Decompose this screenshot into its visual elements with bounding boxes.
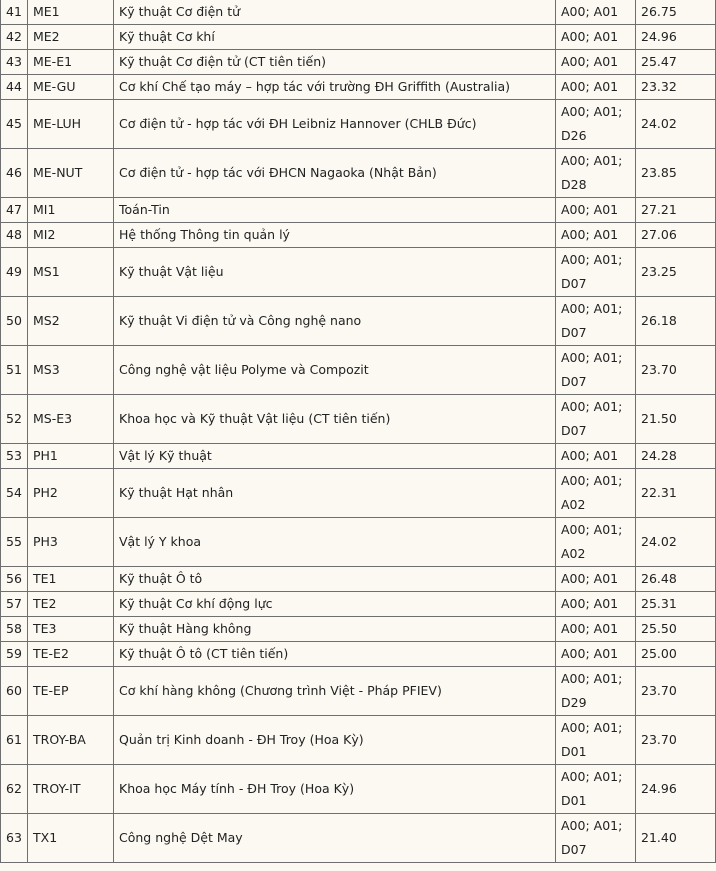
row-number-cell: 58 xyxy=(1,617,28,642)
major-code-cell: TE1 xyxy=(28,567,114,592)
subject-combination-cell: A00; A01; D28 xyxy=(556,149,636,198)
major-name-cell: Toán-Tin xyxy=(114,198,556,223)
cutoff-score-cell: 25.47 xyxy=(636,50,716,75)
table-row xyxy=(1,592,716,617)
cutoff-score-cell: 24.02 xyxy=(636,100,716,149)
row-number-cell: 42 xyxy=(1,25,28,50)
table-body xyxy=(1,0,716,863)
major-code-cell: TE-E2 xyxy=(28,642,114,667)
major-code-cell: TE2 xyxy=(28,592,114,617)
subject-combination-cell: A00; A01 xyxy=(556,642,636,667)
cutoff-score-cell: 23.25 xyxy=(636,248,716,297)
subject-combination-cell: A00; A01 xyxy=(556,75,636,100)
table-row xyxy=(1,444,716,469)
table-row xyxy=(1,297,716,346)
row-number-cell: 62 xyxy=(1,765,28,814)
row-number-cell: 63 xyxy=(1,814,28,863)
major-name-cell: Kỹ thuật Vật liệu xyxy=(114,248,556,297)
major-code-cell: ME1 xyxy=(28,0,114,25)
major-name-cell: Cơ điện tử - hợp tác với ĐH Leibniz Hannover (CHLB Đức) xyxy=(114,100,556,149)
table-row xyxy=(1,75,716,100)
row-number-cell: 51 xyxy=(1,346,28,395)
subject-combination-cell: A00; A01; D07 xyxy=(556,395,636,444)
table-row xyxy=(1,25,716,50)
cutoff-score-cell: 24.28 xyxy=(636,444,716,469)
table-row xyxy=(1,0,716,25)
major-name-cell: Kỹ thuật Cơ điện tử (CT tiên tiến) xyxy=(114,50,556,75)
table-row xyxy=(1,518,716,567)
cutoff-score-cell: 27.21 xyxy=(636,198,716,223)
cutoff-score-cell: 27.06 xyxy=(636,223,716,248)
cutoff-score-cell: 25.00 xyxy=(636,642,716,667)
major-name-cell: Quản trị Kinh doanh - ĐH Troy (Hoa Kỳ) xyxy=(114,716,556,765)
subject-combination-cell: A00; A01; D26 xyxy=(556,100,636,149)
subject-combination-cell: A00; A01; D07 xyxy=(556,814,636,863)
subject-combination-cell: A00; A01 xyxy=(556,50,636,75)
subject-combination-cell: A00; A01; A02 xyxy=(556,469,636,518)
major-name-cell: Kỹ thuật Cơ điện tử xyxy=(114,0,556,25)
major-code-cell: MS1 xyxy=(28,248,114,297)
subject-combination-cell: A00; A01; D07 xyxy=(556,297,636,346)
major-code-cell: PH3 xyxy=(28,518,114,567)
subject-combination-cell: A00; A01; D07 xyxy=(556,346,636,395)
row-number-cell: 55 xyxy=(1,518,28,567)
row-number-cell: 44 xyxy=(1,75,28,100)
major-name-cell: Công nghệ vật liệu Polyme và Compozit xyxy=(114,346,556,395)
major-name-cell: Kỹ thuật Cơ khí động lực xyxy=(114,592,556,617)
table-row xyxy=(1,223,716,248)
cutoff-score-cell: 26.18 xyxy=(636,297,716,346)
cutoff-score-cell: 26.48 xyxy=(636,567,716,592)
major-code-cell: ME-E1 xyxy=(28,50,114,75)
row-number-cell: 54 xyxy=(1,469,28,518)
row-number-cell: 46 xyxy=(1,149,28,198)
subject-combination-cell: A00; A01; D07 xyxy=(556,248,636,297)
table-row xyxy=(1,346,716,395)
table-row xyxy=(1,248,716,297)
subject-combination-cell: A00; A01; D29 xyxy=(556,667,636,716)
major-code-cell: PH1 xyxy=(28,444,114,469)
major-code-cell: PH2 xyxy=(28,469,114,518)
table-row xyxy=(1,198,716,223)
major-name-cell: Khoa học Máy tính - ĐH Troy (Hoa Kỳ) xyxy=(114,765,556,814)
cutoff-score-cell: 25.50 xyxy=(636,617,716,642)
table-row xyxy=(1,642,716,667)
cutoff-score-cell: 24.02 xyxy=(636,518,716,567)
subject-combination-cell: A00; A01 xyxy=(556,198,636,223)
table-row xyxy=(1,765,716,814)
table-row xyxy=(1,617,716,642)
subject-combination-cell: A00; A01 xyxy=(556,617,636,642)
cutoff-score-cell: 23.32 xyxy=(636,75,716,100)
major-code-cell: ME-GU xyxy=(28,75,114,100)
major-code-cell: MS3 xyxy=(28,346,114,395)
row-number-cell: 50 xyxy=(1,297,28,346)
row-number-cell: 59 xyxy=(1,642,28,667)
table-row xyxy=(1,395,716,444)
cutoff-score-cell: 21.40 xyxy=(636,814,716,863)
cutoff-score-cell: 24.96 xyxy=(636,25,716,50)
subject-combination-cell: A00; A01 xyxy=(556,567,636,592)
row-number-cell: 57 xyxy=(1,592,28,617)
row-number-cell: 43 xyxy=(1,50,28,75)
cutoff-score-cell: 25.31 xyxy=(636,592,716,617)
major-code-cell: TROY-IT xyxy=(28,765,114,814)
row-number-cell: 56 xyxy=(1,567,28,592)
table-row xyxy=(1,50,716,75)
major-name-cell: Kỹ thuật Ô tô xyxy=(114,567,556,592)
row-number-cell: 41 xyxy=(1,0,28,25)
major-name-cell: Công nghệ Dệt May xyxy=(114,814,556,863)
row-number-cell: 47 xyxy=(1,198,28,223)
table-row xyxy=(1,567,716,592)
subject-combination-cell: A00; A01; D01 xyxy=(556,765,636,814)
major-code-cell: MS2 xyxy=(28,297,114,346)
major-name-cell: Hệ thống Thông tin quản lý xyxy=(114,223,556,248)
major-name-cell: Vật lý Y khoa xyxy=(114,518,556,567)
major-name-cell: Cơ khí hàng không (Chương trình Việt - Pháp PFIEV) xyxy=(114,667,556,716)
major-name-cell: Kỹ thuật Vi điện tử và Công nghệ nano xyxy=(114,297,556,346)
cutoff-score-cell: 21.50 xyxy=(636,395,716,444)
major-name-cell: Kỹ thuật Ô tô (CT tiên tiến) xyxy=(114,642,556,667)
major-code-cell: MI2 xyxy=(28,223,114,248)
table-row xyxy=(1,814,716,863)
cutoff-score-cell: 23.70 xyxy=(636,667,716,716)
row-number-cell: 49 xyxy=(1,248,28,297)
major-code-cell: TROY-BA xyxy=(28,716,114,765)
subject-combination-cell: A00; A01 xyxy=(556,444,636,469)
table-row xyxy=(1,469,716,518)
major-name-cell: Cơ điện tử - hợp tác với ĐHCN Nagaoka (Nhật Bản) xyxy=(114,149,556,198)
row-number-cell: 60 xyxy=(1,667,28,716)
table-row xyxy=(1,100,716,149)
major-name-cell: Kỹ thuật Cơ khí xyxy=(114,25,556,50)
major-name-cell: Vật lý Kỹ thuật xyxy=(114,444,556,469)
subject-combination-cell: A00; A01; A02 xyxy=(556,518,636,567)
major-code-cell: ME-NUT xyxy=(28,149,114,198)
row-number-cell: 48 xyxy=(1,223,28,248)
major-name-cell: Khoa học và Kỹ thuật Vật liệu (CT tiên tiến) xyxy=(114,395,556,444)
major-code-cell: MI1 xyxy=(28,198,114,223)
major-code-cell: MS-E3 xyxy=(28,395,114,444)
row-number-cell: 53 xyxy=(1,444,28,469)
major-name-cell: Cơ khí Chế tạo máy – hợp tác với trường ĐH Griffith (Australia) xyxy=(114,75,556,100)
row-number-cell: 61 xyxy=(1,716,28,765)
table-row xyxy=(1,667,716,716)
major-code-cell: ME-LUH xyxy=(28,100,114,149)
subject-combination-cell: A00; A01; D01 xyxy=(556,716,636,765)
cutoff-score-cell: 26.75 xyxy=(636,0,716,25)
row-number-cell: 52 xyxy=(1,395,28,444)
cutoff-score-cell: 23.70 xyxy=(636,716,716,765)
table-row xyxy=(1,149,716,198)
major-code-cell: TE3 xyxy=(28,617,114,642)
subject-combination-cell: A00; A01 xyxy=(556,0,636,25)
subject-combination-cell: A00; A01 xyxy=(556,592,636,617)
major-name-cell: Kỹ thuật Hàng không xyxy=(114,617,556,642)
major-name-cell: Kỹ thuật Hạt nhân xyxy=(114,469,556,518)
major-code-cell: ME2 xyxy=(28,25,114,50)
subject-combination-cell: A00; A01 xyxy=(556,25,636,50)
major-code-cell: TX1 xyxy=(28,814,114,863)
cutoff-score-cell: 24.96 xyxy=(636,765,716,814)
cutoff-score-cell: 23.85 xyxy=(636,149,716,198)
row-number-cell: 45 xyxy=(1,100,28,149)
subject-combination-cell: A00; A01 xyxy=(556,223,636,248)
cutoff-score-cell: 22.31 xyxy=(636,469,716,518)
major-code-cell: TE-EP xyxy=(28,667,114,716)
table-row xyxy=(1,716,716,765)
cutoff-score-cell: 23.70 xyxy=(636,346,716,395)
